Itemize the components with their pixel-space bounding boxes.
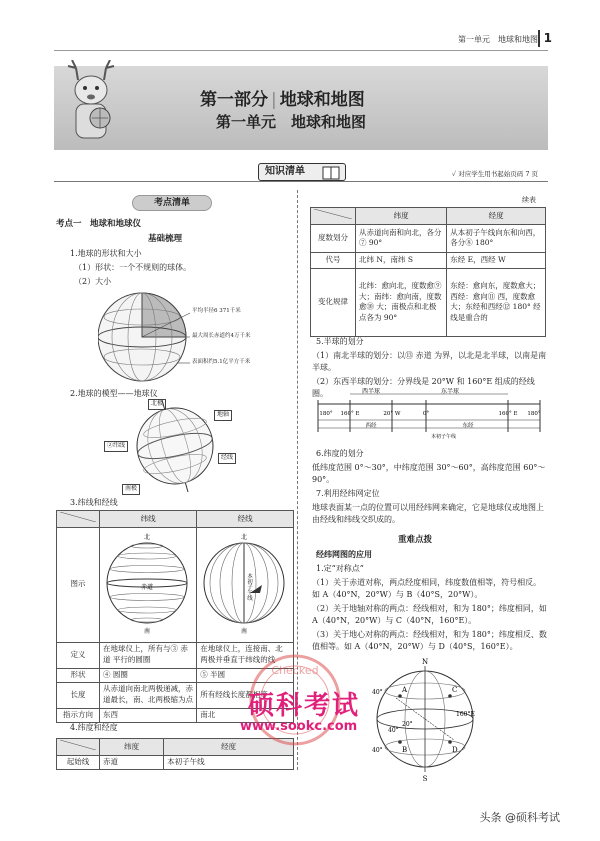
radius-label: 平均半径6 371千米	[192, 308, 241, 314]
shape-latitude: ④ 圆圈	[100, 668, 197, 682]
watermark-url: www.sookc.com	[240, 719, 358, 734]
longitude-label	[218, 453, 236, 464]
lon-20: 20°	[402, 721, 413, 728]
lat-40s: 40°	[372, 747, 383, 754]
north-pole-label	[148, 399, 166, 410]
def-latitude: 在地球仪上，所有与③ 赤道 平行的圆圈	[100, 642, 197, 668]
longitude-diagram-cell	[197, 527, 294, 642]
symmetry-1: （1）关于赤道对称，两点经度相同，纬度数值相等，符号相反。如 A（40°N，20°W）与 B（40°S，20°W）。	[312, 578, 542, 599]
reference-note: ✓ 对应学生用书起始页码 7 页	[452, 170, 539, 178]
degree-table-continued	[310, 207, 546, 337]
lat-40n: 40°	[372, 689, 383, 696]
point-a: A	[402, 686, 408, 694]
symmetric-point-heading: 1.定“对称点”	[316, 564, 364, 573]
latitude-label	[104, 441, 128, 452]
code-longitude: 东经 E，西经 W	[447, 252, 546, 268]
lon-160e: 160°E	[456, 711, 475, 718]
south-pole-text: 南极	[125, 485, 138, 492]
basic-review-heading: 基础梳理	[148, 234, 183, 244]
diag-180-left: 180°	[319, 411, 333, 417]
title-separator: |	[271, 90, 277, 110]
col-latitude: 纬度	[100, 739, 164, 756]
lat-south-text: 南	[143, 627, 151, 635]
col-longitude-r: 经度	[447, 208, 546, 225]
diag-prime-meridian: 本初子午线	[431, 434, 457, 440]
symmetry-2: （2）关于地轴对称的两点：经线相对，和为 180°；纬度相同，如 A（40°N，20°W）与 C（40°N，160°E）。	[312, 604, 547, 625]
diag-180-right: 180°	[527, 411, 541, 417]
table3-corner	[311, 208, 356, 225]
col-longitude-line: 经线	[197, 511, 294, 528]
point-d: D	[452, 746, 458, 754]
item-5-1: （1）南北半球的划分：以⑬ 赤道 为界，以北是北半球，以南是南半球。	[312, 351, 547, 372]
item-4: 4.纬度和经度	[70, 723, 118, 732]
running-header: 第一单元 地球和地图	[458, 35, 538, 44]
item-7-1: 地球表面某一点的位置可以用经纬网来确定，它是地球仪或地图上由经线和纬线交织成的。	[312, 503, 544, 524]
row-shape: 形状	[57, 668, 100, 682]
west-hemi-text: 西半球	[361, 388, 381, 395]
longitude-text: 经线	[221, 454, 234, 461]
lon-prime-meridian-text: 本初子午线	[246, 572, 253, 601]
reference-note-text: 对应学生用书起始页码 7 页	[458, 170, 539, 178]
item-1-1: （1）形状：一个不规则的球体。	[74, 263, 192, 272]
symmetry-3: （3）关于地心对称的两点：经线相对，和为 180°；纬度相反、数值相等。如 A（40°N，20°W）与 D（40°S，160°E）。	[312, 630, 547, 651]
unit-title: 第一单元 地球和地图	[216, 113, 367, 131]
axis-text: 地轴	[217, 411, 230, 418]
lon-north-text: 北	[241, 533, 248, 541]
globe-s-text: S	[422, 775, 428, 782]
row-start-line: 起始线	[57, 755, 100, 769]
len-longitude: 所有经线长度都相等	[197, 682, 294, 708]
point-b: B	[402, 746, 408, 754]
start-latitude: 赤道	[100, 755, 164, 769]
diagonal-line	[60, 512, 96, 522]
part-name: 地球和地图	[279, 90, 365, 110]
symmetric-points-globe	[370, 656, 480, 782]
diag-20w: 20° W	[383, 411, 401, 417]
item-6: 6.纬度的划分	[316, 449, 364, 458]
globe-n-text: N	[421, 658, 429, 666]
latitude-lines-diagram	[103, 529, 191, 637]
diag-east-lon: 东经	[462, 423, 474, 429]
kp-title: 考点一 地球和地球仪	[56, 219, 142, 229]
item-3: 3.纬线和经线	[70, 498, 118, 507]
circumference-label: 最大周长赤道约4万千米	[192, 333, 251, 339]
north-pole-text: 北极	[151, 400, 164, 407]
code-latitude: 北纬 N，南纬 S	[356, 252, 447, 268]
col-latitude-r: 纬度	[356, 208, 447, 225]
row-division: 度数划分	[311, 224, 356, 252]
stamp-text: Checked	[271, 664, 319, 677]
diagonal-line-3	[314, 209, 352, 219]
shape-longitude: ⑤ 半圆	[197, 668, 294, 682]
row-pattern: 变化规律	[311, 268, 356, 336]
book-icon	[322, 166, 340, 180]
latitude-text: ②纬线	[107, 442, 126, 449]
item-2: 2.地球的模型——地球仪	[70, 389, 158, 398]
lon-south-text: 南	[241, 627, 248, 635]
start-longitude: 本初子午线	[164, 755, 294, 769]
page-number: 1	[538, 30, 552, 47]
latitude-diagram-cell	[100, 527, 197, 642]
item-1: 1.地球的形状和大小	[70, 249, 142, 258]
dir-longitude: 南北	[197, 708, 294, 722]
division-latitude: 从赤道向南和向北，各分⑦ 90°	[356, 224, 447, 252]
lat-equator-text: 赤道	[140, 583, 154, 591]
south-pole-label	[122, 484, 140, 495]
table2-corner	[57, 739, 100, 756]
row-direction: 指示方向	[57, 708, 100, 722]
lat-40-mid: 40°	[388, 727, 399, 734]
axis-label	[214, 410, 232, 421]
part-number: 第一部分	[200, 90, 268, 110]
item-7: 7.利用经纬网定位	[316, 489, 380, 498]
row-definition: 定义	[57, 642, 100, 668]
def-longitude: 在地球仪上，连接南、北两极并垂直于纬线的线	[197, 642, 294, 668]
len-latitude: 从赤道向南北两极递减，赤道最长，南、北两极缩为点	[100, 682, 197, 708]
header-rule	[54, 50, 548, 51]
diagonal-line-2	[60, 740, 96, 750]
section-label: 考点清单	[132, 195, 212, 211]
watermark-title: 硕科考试	[248, 691, 361, 721]
pattern-latitude: 北纬：愈向北，度数愈⑨ 大；南纬：愈向南，度数愈⑩ 大；南极点和北极点各为 90°	[356, 268, 447, 336]
item-5: 5.半球的划分	[316, 337, 364, 346]
tag-rule	[54, 181, 548, 182]
lat-north-text: 北	[143, 533, 151, 541]
knowledge-list-tag: 知识清单	[258, 163, 346, 181]
east-hemi-text: 东半球	[440, 388, 460, 395]
grid-application-heading: 经纬网图的应用	[316, 550, 372, 559]
diag-west-lon: 西经	[365, 423, 377, 429]
area-label: 表面积约5.1亿平方千米	[192, 359, 251, 365]
division-longitude: 从本初子午线向东和向西，各分⑧ 180°	[447, 224, 546, 252]
col-latitude-line: 纬线	[100, 511, 197, 528]
table-corner	[57, 511, 100, 528]
part-title	[200, 88, 365, 113]
dir-latitude: 东西	[100, 708, 197, 722]
point-c: C	[452, 686, 458, 694]
continued-label: 续表	[522, 196, 536, 204]
row-diagram: 图示	[57, 527, 100, 642]
item-6-1: 低纬度范围 0°～30°，中纬度范围 30°～60°，高纬度范围 60°～90°。	[312, 463, 546, 484]
footer-credit: 头条 @硕科考试	[479, 811, 560, 824]
deer-mascot-icon	[58, 60, 128, 150]
item-1-2: （2）大小	[74, 277, 112, 286]
diag-160e-left: 160° E	[340, 411, 360, 417]
col-longitude: 经度	[164, 739, 294, 756]
key-points-heading: 重难点拨	[398, 535, 433, 545]
row-length: 长度	[57, 682, 100, 708]
diag-160e-right: 160° E	[498, 411, 518, 417]
pattern-longitude: 东经：愈向东，度数愈大；西经：愈向⑪ 西，度数愈大；东经和西经⑫ 180° 经线是重合的	[447, 268, 546, 336]
item-5-2: （2）东西半球的划分：分界线是 20°W 和 160°E 组成的经线圈。	[312, 377, 535, 398]
row-code: 代号	[311, 252, 356, 268]
longitude-lines-diagram	[200, 529, 288, 637]
diag-0: 0°	[422, 411, 430, 417]
hemisphere-division-diagram	[314, 388, 544, 440]
